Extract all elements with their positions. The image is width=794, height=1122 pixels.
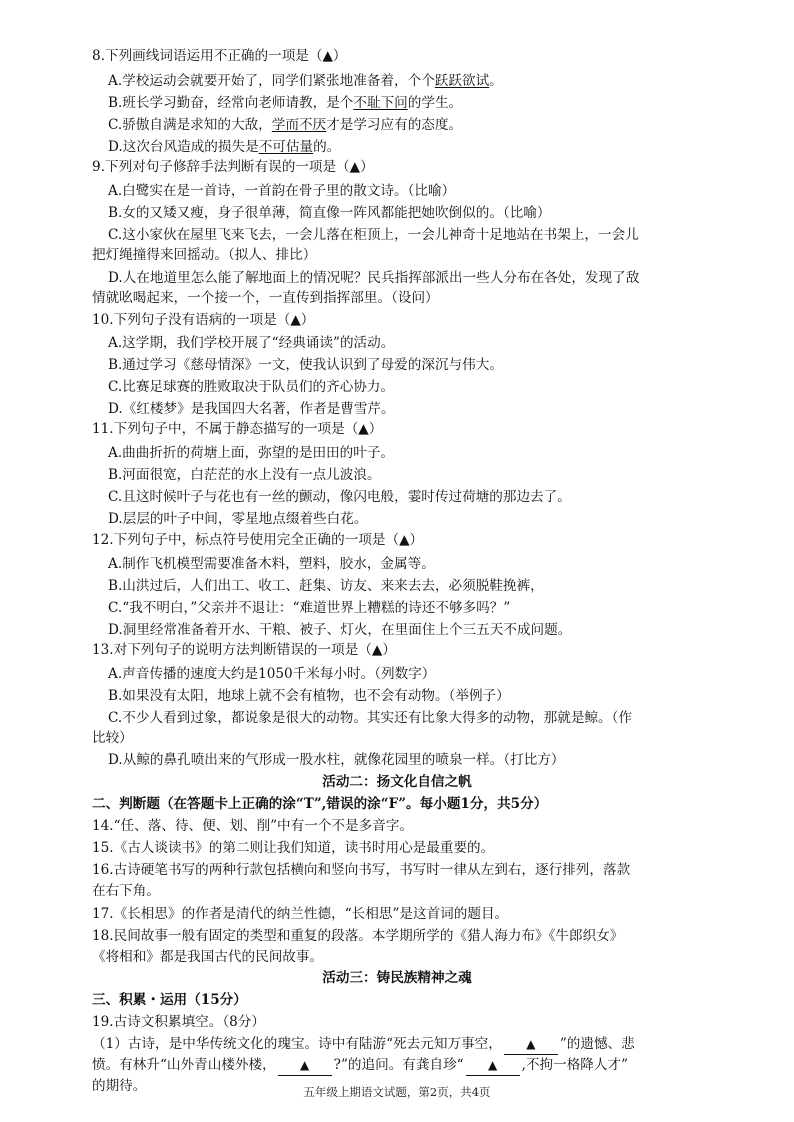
q18-line2: 《将相和》都是我国古代的民间故事。 bbox=[92, 949, 324, 965]
answer-blank[interactable]: ▲ bbox=[466, 1055, 520, 1076]
q10-option-c: C.比赛足球赛的胜败取决于队员们的齐心协力。 bbox=[108, 379, 395, 395]
q12-option-a: A.制作飞机模型需要准备木料，塑料，胶水，金属等。 bbox=[108, 556, 435, 572]
underlined-word: 不耻下问 bbox=[353, 95, 408, 111]
q14: 14.“任、落、待、便、划、削”中有一个不是多音字。 bbox=[92, 818, 413, 834]
section-three-heading: 三、积累・运用（15分） bbox=[92, 992, 247, 1008]
q12-option-b: B.山洪过后，人们出工、收工、赶集、访友、来来去去，必须脱鞋挽裤， bbox=[108, 578, 544, 594]
q17: 17.《长相思》的作者是清代的纳兰性德，“长相思”是这首词的题目。 bbox=[92, 906, 509, 922]
q11-stem: 11.下列句子中，不属于静态描写的一项是（▲） bbox=[92, 421, 383, 437]
q10-stem: 10.下列句子没有语病的一项是（▲） bbox=[92, 312, 315, 328]
q11-option-c: C.且这时候叶子与花也有一丝的颤动，像闪电般，霎时传过荷塘的那边去了。 bbox=[108, 489, 571, 505]
activity-two-title: 活动二：扬文化自信之帆 bbox=[322, 774, 472, 790]
q11-option-d: D.层层的叶子中间，零星地点缀着些白花。 bbox=[108, 511, 368, 527]
q13-option-d: D.从鲸的鼻孔喷出来的气形成一股水柱，就像花园里的喷泉一样。（打比方） bbox=[108, 752, 565, 768]
q11-option-a: A.曲曲折折的荷塘上面，弥望的是田田的叶子。 bbox=[108, 445, 395, 461]
q8-stem: 8.下列画线词语运用不正确的一项是（▲） bbox=[92, 48, 347, 64]
q9-stem: 9.下列对句子修辞手法判断有误的一项是（▲） bbox=[92, 159, 374, 175]
q18-line1: 18.民间故事一般有固定的类型和重复的段落。本学期所学的《猎人海力布》《牛郎织女》 bbox=[92, 928, 624, 944]
q19-stem: 19.古诗文积累填空。（8分） bbox=[92, 1014, 265, 1030]
q8-option-b: B.班长学习勤奋，经常向老师请教，是个不耻下问的学生。 bbox=[108, 95, 463, 111]
q9-option-c-line2: 把灯绳撞得来回摇动。（拟人、排比） bbox=[92, 247, 317, 263]
activity-three-title: 活动三：铸民族精神之魂 bbox=[322, 970, 472, 986]
page-footer: 五年级上期语文试题，第2页，共4页 bbox=[303, 1085, 491, 1099]
q16-line1: 16.古诗硬笔书写的两种行款包括横向和竖向书写，书写时一律从左到右，逐行排列，落款 bbox=[92, 862, 631, 878]
answer-blank[interactable]: ▲ bbox=[504, 1034, 558, 1055]
q8-option-a: A.学校运动会就要开始了，同学们紧张地准备着，个个跃跃欲试。 bbox=[108, 73, 503, 89]
q9-option-c-line1: C.这小家伙在屋里飞来飞去，一会儿落在柜顶上，一会儿神奇十足地站在书架上，一会儿 bbox=[108, 227, 639, 243]
underlined-word: 学而不厌 bbox=[271, 117, 327, 133]
answer-blank[interactable]: ▲ bbox=[278, 1055, 332, 1076]
q19-part1-line1: （1）古诗，是中华传统文化的瑰宝。诗中有陆游“死去元知万事空， ▲ ”的遗憾、悲 bbox=[0, 1034, 794, 1055]
q8-option-c: C.骄傲自满是求知的大敌，学而不厌才是学习应有的态度。 bbox=[108, 117, 463, 133]
q13-option-c-line2: 比较） bbox=[92, 730, 133, 746]
q9-option-a: A.白鹭实在是一首诗，一首韵在骨子里的散文诗。（比喻） bbox=[108, 183, 456, 199]
q8-option-d: D.这次台风造成的损失是不可估量的。 bbox=[108, 139, 341, 155]
q13-option-b: B.如果没有太阳，地球上就不会有植物，也不会有动物。（举例子） bbox=[108, 688, 510, 704]
q16-line2: 在右下角。 bbox=[92, 883, 160, 899]
q15: 15.《古人谈读书》的第二则让我们知道，读书时用心是最重要的。 bbox=[92, 840, 495, 856]
q12-option-d: D.洞里经常准备着开水、干粮、被子、灯火，在里面住上个三五天不成问题。 bbox=[108, 622, 572, 638]
q9-option-d-line1: D.人在地道里怎么能了解地面上的情况呢？民兵指挥部派出一些人分布在各处，发现了敌 bbox=[108, 270, 640, 286]
underlined-word: 不可估量 bbox=[258, 139, 314, 155]
q13-stem: 13.对下列句子的说明方法判断错误的一项是（▲） bbox=[92, 642, 396, 658]
q10-option-b: B.通过学习《慈母情深》一文，使我认识到了母爱的深沉与伟大。 bbox=[108, 357, 503, 373]
q11-option-b: B.河面很宽，白茫茫的水上没有一点儿波浪。 bbox=[108, 467, 381, 483]
q19-part1-line2: 愤。有林升“山外青山楼外楼， ▲ ?”的追问。有龚自珍“ ▲ ,不拘一格降人才” bbox=[0, 1055, 794, 1076]
q12-option-c: C.“我不明白，”父亲并不退让：“难道世界上糟糕的诗还不够多吗？” bbox=[108, 600, 511, 616]
q13-option-c-line1: C.不少人看到过象，都说象是很大的动物。其实还有比象大得多的动物，那就是鲸。（作 bbox=[108, 710, 632, 726]
section-two-heading: 二、判断题（在答题卡上正确的涂“T”,错误的涂“F”。每小题1分，共5分） bbox=[92, 796, 548, 812]
q12-stem: 12.下列句子中，标点符号使用完全正确的一项是（▲） bbox=[92, 532, 424, 548]
q9-option-d-line2: 情就吆喝起来，一个接一个，一直传到指挥部里。（设问） bbox=[92, 290, 439, 306]
q19-part1-line3: 的期待。 bbox=[92, 1078, 147, 1094]
underlined-word: 跃跃欲试 bbox=[434, 73, 490, 89]
q9-option-b: B.女的又矮又瘦，身子很单薄，简直像一阵风都能把她吹倒似的。（比喻） bbox=[108, 205, 551, 221]
q13-option-a: A.声音传播的速度大约是1050千米每小时。（列数字） bbox=[108, 666, 436, 682]
q10-option-a: A.这学期，我们学校开展了“经典诵读”的活动。 bbox=[108, 335, 395, 351]
q10-option-d: D.《红楼梦》是我国四大名著，作者是曹雪芹。 bbox=[108, 401, 395, 417]
